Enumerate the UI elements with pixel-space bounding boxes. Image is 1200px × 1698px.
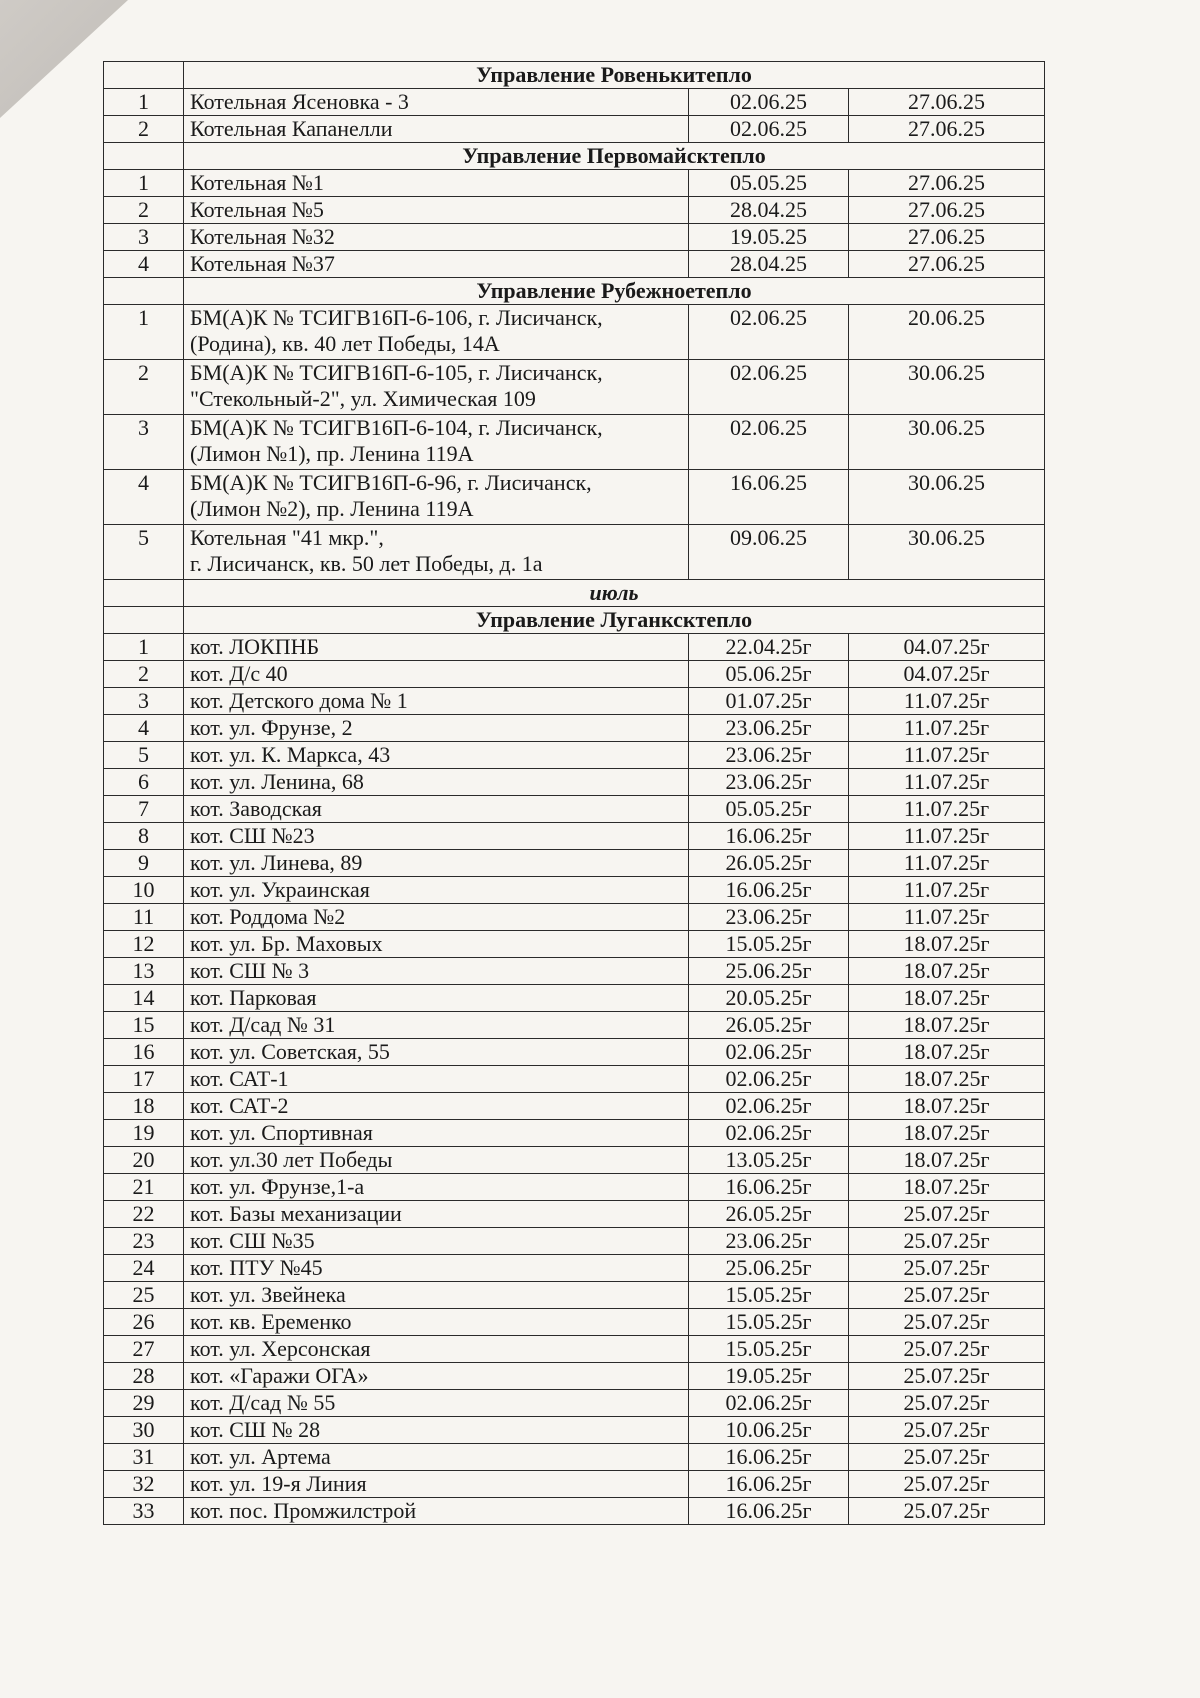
end-date: 25.07.25г xyxy=(849,1390,1045,1417)
row-number: 23 xyxy=(104,1228,184,1255)
end-date: 18.07.25г xyxy=(849,1012,1045,1039)
end-date: 25.07.25г xyxy=(849,1309,1045,1336)
end-date: 30.06.25 xyxy=(849,415,1045,470)
row-number: 33 xyxy=(104,1498,184,1525)
boiler-name-line-1: БМ(А)К № ТСИГВ16П-6-106, г. Лисичанск, xyxy=(190,305,603,330)
section-title-roven: Управление Ровенькитепло xyxy=(184,62,1045,89)
row-number: 31 xyxy=(104,1444,184,1471)
boiler-name: кот. ул. Советская, 55 xyxy=(184,1039,689,1066)
end-date: 11.07.25г xyxy=(849,796,1045,823)
table-row xyxy=(104,170,1045,197)
table-row xyxy=(104,525,1045,580)
row-number: 25 xyxy=(104,1282,184,1309)
boiler-name: кот. СШ №23 xyxy=(184,823,689,850)
boiler-name: кот. СШ № 3 xyxy=(184,958,689,985)
table-row xyxy=(104,1444,1045,1471)
end-date: 11.07.25г xyxy=(849,850,1045,877)
start-date: 02.06.25г xyxy=(689,1039,849,1066)
table-row xyxy=(104,305,1045,360)
start-date: 05.06.25г xyxy=(689,661,849,688)
end-date: 30.06.25 xyxy=(849,360,1045,415)
start-date: 16.06.25г xyxy=(689,1498,849,1525)
row-number: 3 xyxy=(104,415,184,470)
start-date: 23.06.25г xyxy=(689,742,849,769)
start-date: 26.05.25г xyxy=(689,1012,849,1039)
boiler-name xyxy=(184,525,689,580)
boiler-name: кот. ул. Херсонская xyxy=(184,1336,689,1363)
row-number: 2 xyxy=(104,197,184,224)
table-row xyxy=(104,904,1045,931)
row-number: 1 xyxy=(104,89,184,116)
start-date: 26.05.25г xyxy=(689,1201,849,1228)
table-row xyxy=(104,715,1045,742)
row-number: 28 xyxy=(104,1363,184,1390)
table-row xyxy=(104,931,1045,958)
table-row xyxy=(104,1471,1045,1498)
section-title-perv-row xyxy=(104,143,1045,170)
empty-number-cell xyxy=(104,62,184,89)
start-date: 13.05.25г xyxy=(689,1147,849,1174)
end-date: 18.07.25г xyxy=(849,958,1045,985)
end-date: 27.06.25 xyxy=(849,251,1045,278)
boiler-name: кот. ул. Фрунзе, 2 xyxy=(184,715,689,742)
end-date: 04.07.25г xyxy=(849,661,1045,688)
boiler-name: кот. Парковая xyxy=(184,985,689,1012)
boiler-name: кот. ПТУ №45 xyxy=(184,1255,689,1282)
boiler-name: кот. СШ №35 xyxy=(184,1228,689,1255)
start-date: 02.06.25г xyxy=(689,1120,849,1147)
start-date: 05.05.25 xyxy=(689,170,849,197)
end-date: 25.07.25г xyxy=(849,1471,1045,1498)
row-number: 19 xyxy=(104,1120,184,1147)
boiler-name: кот. пос. Промжилстрой xyxy=(184,1498,689,1525)
empty-number-cell xyxy=(104,278,184,305)
boiler-name: Котельная №32 xyxy=(184,224,689,251)
start-date: 16.06.25г xyxy=(689,823,849,850)
start-date: 15.05.25г xyxy=(689,1282,849,1309)
boiler-name-line-1: БМ(А)К № ТСИГВ16П-6-96, г. Лисичанск, xyxy=(190,470,592,495)
boiler-name-line-2: г. Лисичанск, кв. 50 лет Победы, д. 1а xyxy=(190,551,543,576)
table-row xyxy=(104,1093,1045,1120)
table-row xyxy=(104,1363,1045,1390)
row-number: 27 xyxy=(104,1336,184,1363)
boiler-name: кот. ул.30 лет Победы xyxy=(184,1147,689,1174)
boiler-name xyxy=(184,415,689,470)
end-date: 11.07.25г xyxy=(849,823,1045,850)
row-number: 12 xyxy=(104,931,184,958)
start-date: 05.05.25г xyxy=(689,796,849,823)
boiler-name: кот. ул. Фрунзе,1-а xyxy=(184,1174,689,1201)
boiler-name: кот. Д/с 40 xyxy=(184,661,689,688)
table-row xyxy=(104,1417,1045,1444)
row-number: 16 xyxy=(104,1039,184,1066)
start-date: 25.06.25г xyxy=(689,1255,849,1282)
start-date: 02.06.25г xyxy=(689,1390,849,1417)
end-date: 27.06.25 xyxy=(849,116,1045,143)
row-number: 15 xyxy=(104,1012,184,1039)
start-date: 23.06.25г xyxy=(689,1228,849,1255)
boiler-name: кот. ул. 19-я Линия xyxy=(184,1471,689,1498)
boiler-name xyxy=(184,360,689,415)
table-row xyxy=(104,470,1045,525)
row-number: 24 xyxy=(104,1255,184,1282)
start-date: 19.05.25г xyxy=(689,1363,849,1390)
boiler-name: кот. Роддома №2 xyxy=(184,904,689,931)
boiler-name-line-2: (Родина), кв. 40 лет Победы, 14А xyxy=(190,331,500,356)
row-number: 14 xyxy=(104,985,184,1012)
start-date: 02.06.25 xyxy=(689,116,849,143)
start-date: 16.06.25 xyxy=(689,470,849,525)
end-date: 11.07.25г xyxy=(849,715,1045,742)
row-number: 4 xyxy=(104,715,184,742)
table-row xyxy=(104,224,1045,251)
end-date: 18.07.25г xyxy=(849,1066,1045,1093)
boiler-name: кот. Базы механизации xyxy=(184,1201,689,1228)
end-date: 27.06.25 xyxy=(849,224,1045,251)
start-date: 02.06.25 xyxy=(689,415,849,470)
table-row xyxy=(104,661,1045,688)
table-row xyxy=(104,360,1045,415)
table-row xyxy=(104,1228,1045,1255)
boiler-name: кот. ул. Ленина, 68 xyxy=(184,769,689,796)
end-date: 25.07.25г xyxy=(849,1498,1045,1525)
start-date: 15.05.25г xyxy=(689,1336,849,1363)
boiler-name-line-2: "Стекольный-2", ул. Химическая 109 xyxy=(190,386,536,411)
row-number: 2 xyxy=(104,116,184,143)
row-number: 21 xyxy=(104,1174,184,1201)
end-date: 18.07.25г xyxy=(849,1120,1045,1147)
table-row xyxy=(104,742,1045,769)
schedule-body xyxy=(104,62,1045,1525)
start-date: 19.05.25 xyxy=(689,224,849,251)
end-date: 25.07.25г xyxy=(849,1201,1045,1228)
boiler-name: кот. ул. Украинская xyxy=(184,877,689,904)
section-title-lug-row xyxy=(104,607,1045,634)
row-number: 9 xyxy=(104,850,184,877)
boiler-name: кот. кв. Еременко xyxy=(184,1309,689,1336)
end-date: 25.07.25г xyxy=(849,1255,1045,1282)
table-row xyxy=(104,688,1045,715)
boiler-name-line-2: (Лимон №1), пр. Ленина 119А xyxy=(190,441,474,466)
end-date: 11.07.25г xyxy=(849,688,1045,715)
boiler-name: кот. ул. Артема xyxy=(184,1444,689,1471)
end-date: 27.06.25 xyxy=(849,170,1045,197)
month-label-row xyxy=(104,580,1045,607)
table-row xyxy=(104,958,1045,985)
start-date: 15.05.25г xyxy=(689,931,849,958)
start-date: 25.06.25г xyxy=(689,958,849,985)
start-date: 23.06.25г xyxy=(689,904,849,931)
end-date: 25.07.25г xyxy=(849,1228,1045,1255)
boiler-name: кот. СШ № 28 xyxy=(184,1417,689,1444)
row-number: 3 xyxy=(104,688,184,715)
table-row xyxy=(104,796,1045,823)
start-date: 16.06.25г xyxy=(689,1471,849,1498)
section-title-rub: Управление Рубежноетепло xyxy=(184,278,1045,305)
boiler-name xyxy=(184,470,689,525)
row-number: 30 xyxy=(104,1417,184,1444)
table-row xyxy=(104,1255,1045,1282)
row-number: 20 xyxy=(104,1147,184,1174)
table-row xyxy=(104,1174,1045,1201)
start-date: 15.05.25г xyxy=(689,1309,849,1336)
row-number: 2 xyxy=(104,661,184,688)
boiler-name xyxy=(184,305,689,360)
boiler-name: кот. «Гаражи ОГА» xyxy=(184,1363,689,1390)
boiler-name: Котельная Ясеновка - 3 xyxy=(184,89,689,116)
boiler-name-line-1: Котельная "41 мкр.", xyxy=(190,525,384,550)
end-date: 25.07.25г xyxy=(849,1363,1045,1390)
end-date: 11.07.25г xyxy=(849,742,1045,769)
table-row xyxy=(104,1498,1045,1525)
end-date: 18.07.25г xyxy=(849,931,1045,958)
table-row xyxy=(104,197,1045,224)
start-date: 28.04.25 xyxy=(689,251,849,278)
end-date: 18.07.25г xyxy=(849,985,1045,1012)
start-date: 02.06.25г xyxy=(689,1066,849,1093)
boiler-name-line-1: БМ(А)К № ТСИГВ16П-6-104, г. Лисичанск, xyxy=(190,415,603,440)
end-date: 11.07.25г xyxy=(849,769,1045,796)
table-row xyxy=(104,1309,1045,1336)
boiler-name-line-2: (Лимон №2), пр. Ленина 119А xyxy=(190,496,474,521)
end-date: 18.07.25г xyxy=(849,1174,1045,1201)
boiler-name: кот. САТ-2 xyxy=(184,1093,689,1120)
end-date: 18.07.25г xyxy=(849,1039,1045,1066)
start-date: 22.04.25г xyxy=(689,634,849,661)
table-row xyxy=(104,1336,1045,1363)
boiler-name: Котельная №1 xyxy=(184,170,689,197)
row-number: 3 xyxy=(104,224,184,251)
start-date: 02.06.25 xyxy=(689,305,849,360)
start-date: 23.06.25г xyxy=(689,715,849,742)
end-date: 27.06.25 xyxy=(849,89,1045,116)
row-number: 13 xyxy=(104,958,184,985)
table-row xyxy=(104,116,1045,143)
boiler-name: Котельная №5 xyxy=(184,197,689,224)
row-number: 8 xyxy=(104,823,184,850)
start-date: 01.07.25г xyxy=(689,688,849,715)
end-date: 30.06.25 xyxy=(849,525,1045,580)
row-number: 2 xyxy=(104,360,184,415)
boiler-name: кот. ул. К. Маркса, 43 xyxy=(184,742,689,769)
table-row xyxy=(104,877,1045,904)
start-date: 02.06.25 xyxy=(689,89,849,116)
row-number: 7 xyxy=(104,796,184,823)
start-date: 16.06.25г xyxy=(689,1174,849,1201)
month-label: июль xyxy=(184,580,1045,607)
table-row xyxy=(104,1012,1045,1039)
start-date: 28.04.25 xyxy=(689,197,849,224)
end-date: 18.07.25г xyxy=(849,1093,1045,1120)
end-date: 04.07.25г xyxy=(849,634,1045,661)
row-number: 4 xyxy=(104,470,184,525)
start-date: 16.06.25г xyxy=(689,1444,849,1471)
table-row xyxy=(104,1390,1045,1417)
row-number: 5 xyxy=(104,525,184,580)
section-title-perv: Управление Первомайсктепло xyxy=(184,143,1045,170)
table-row xyxy=(104,1282,1045,1309)
row-number: 10 xyxy=(104,877,184,904)
start-date: 16.06.25г xyxy=(689,877,849,904)
row-number: 4 xyxy=(104,251,184,278)
boiler-name: кот. Д/сад № 55 xyxy=(184,1390,689,1417)
table-row xyxy=(104,1066,1045,1093)
row-number: 29 xyxy=(104,1390,184,1417)
boiler-name: Котельная Капанелли xyxy=(184,116,689,143)
table-row xyxy=(104,415,1045,470)
boiler-name: кот. Заводская xyxy=(184,796,689,823)
end-date: 25.07.25г xyxy=(849,1282,1045,1309)
section-title-roven-row xyxy=(104,62,1045,89)
boiler-name: кот. ул. Бр. Маховых xyxy=(184,931,689,958)
boiler-name: кот. ЛОКПНБ xyxy=(184,634,689,661)
end-date: 11.07.25г xyxy=(849,904,1045,931)
start-date: 09.06.25 xyxy=(689,525,849,580)
start-date: 23.06.25г xyxy=(689,769,849,796)
end-date: 25.07.25г xyxy=(849,1417,1045,1444)
row-number: 1 xyxy=(104,170,184,197)
row-number: 1 xyxy=(104,634,184,661)
row-number: 11 xyxy=(104,904,184,931)
empty-number-cell xyxy=(104,580,184,607)
table-row xyxy=(104,1147,1045,1174)
boiler-name: кот. Детского дома № 1 xyxy=(184,688,689,715)
end-date: 27.06.25 xyxy=(849,197,1045,224)
row-number: 17 xyxy=(104,1066,184,1093)
empty-number-cell xyxy=(104,143,184,170)
section-title-rub-row xyxy=(104,278,1045,305)
boiler-name: кот. ул. Звейнека xyxy=(184,1282,689,1309)
table-row xyxy=(104,634,1045,661)
boiler-name-line-1: БМ(А)К № ТСИГВ16П-6-105, г. Лисичанск, xyxy=(190,360,603,385)
table-row xyxy=(104,89,1045,116)
start-date: 26.05.25г xyxy=(689,850,849,877)
row-number: 22 xyxy=(104,1201,184,1228)
row-number: 32 xyxy=(104,1471,184,1498)
boiler-name: Котельная №37 xyxy=(184,251,689,278)
start-date: 20.05.25г xyxy=(689,985,849,1012)
row-number: 1 xyxy=(104,305,184,360)
end-date: 25.07.25г xyxy=(849,1336,1045,1363)
boiler-name: кот. САТ-1 xyxy=(184,1066,689,1093)
end-date: 20.06.25 xyxy=(849,305,1045,360)
row-number: 5 xyxy=(104,742,184,769)
table-row xyxy=(104,850,1045,877)
boiler-name: кот. ул. Спортивная xyxy=(184,1120,689,1147)
start-date: 10.06.25г xyxy=(689,1417,849,1444)
end-date: 11.07.25г xyxy=(849,877,1045,904)
table-row xyxy=(104,769,1045,796)
end-date: 18.07.25г xyxy=(849,1147,1045,1174)
start-date: 02.06.25 xyxy=(689,360,849,415)
boiler-name: кот. Д/сад № 31 xyxy=(184,1012,689,1039)
row-number: 6 xyxy=(104,769,184,796)
section-title-lug: Управление Луганксктепло xyxy=(184,607,1045,634)
table-row xyxy=(104,1201,1045,1228)
table-row xyxy=(104,251,1045,278)
table-row xyxy=(104,1039,1045,1066)
row-number: 26 xyxy=(104,1309,184,1336)
table-row xyxy=(104,1120,1045,1147)
boiler-name: кот. ул. Линева, 89 xyxy=(184,850,689,877)
empty-number-cell xyxy=(104,607,184,634)
end-date: 30.06.25 xyxy=(849,470,1045,525)
start-date: 02.06.25г xyxy=(689,1093,849,1120)
table-row xyxy=(104,985,1045,1012)
table-row xyxy=(104,823,1045,850)
end-date: 25.07.25г xyxy=(849,1444,1045,1471)
boiler-schedule-table xyxy=(103,61,1045,1525)
row-number: 18 xyxy=(104,1093,184,1120)
